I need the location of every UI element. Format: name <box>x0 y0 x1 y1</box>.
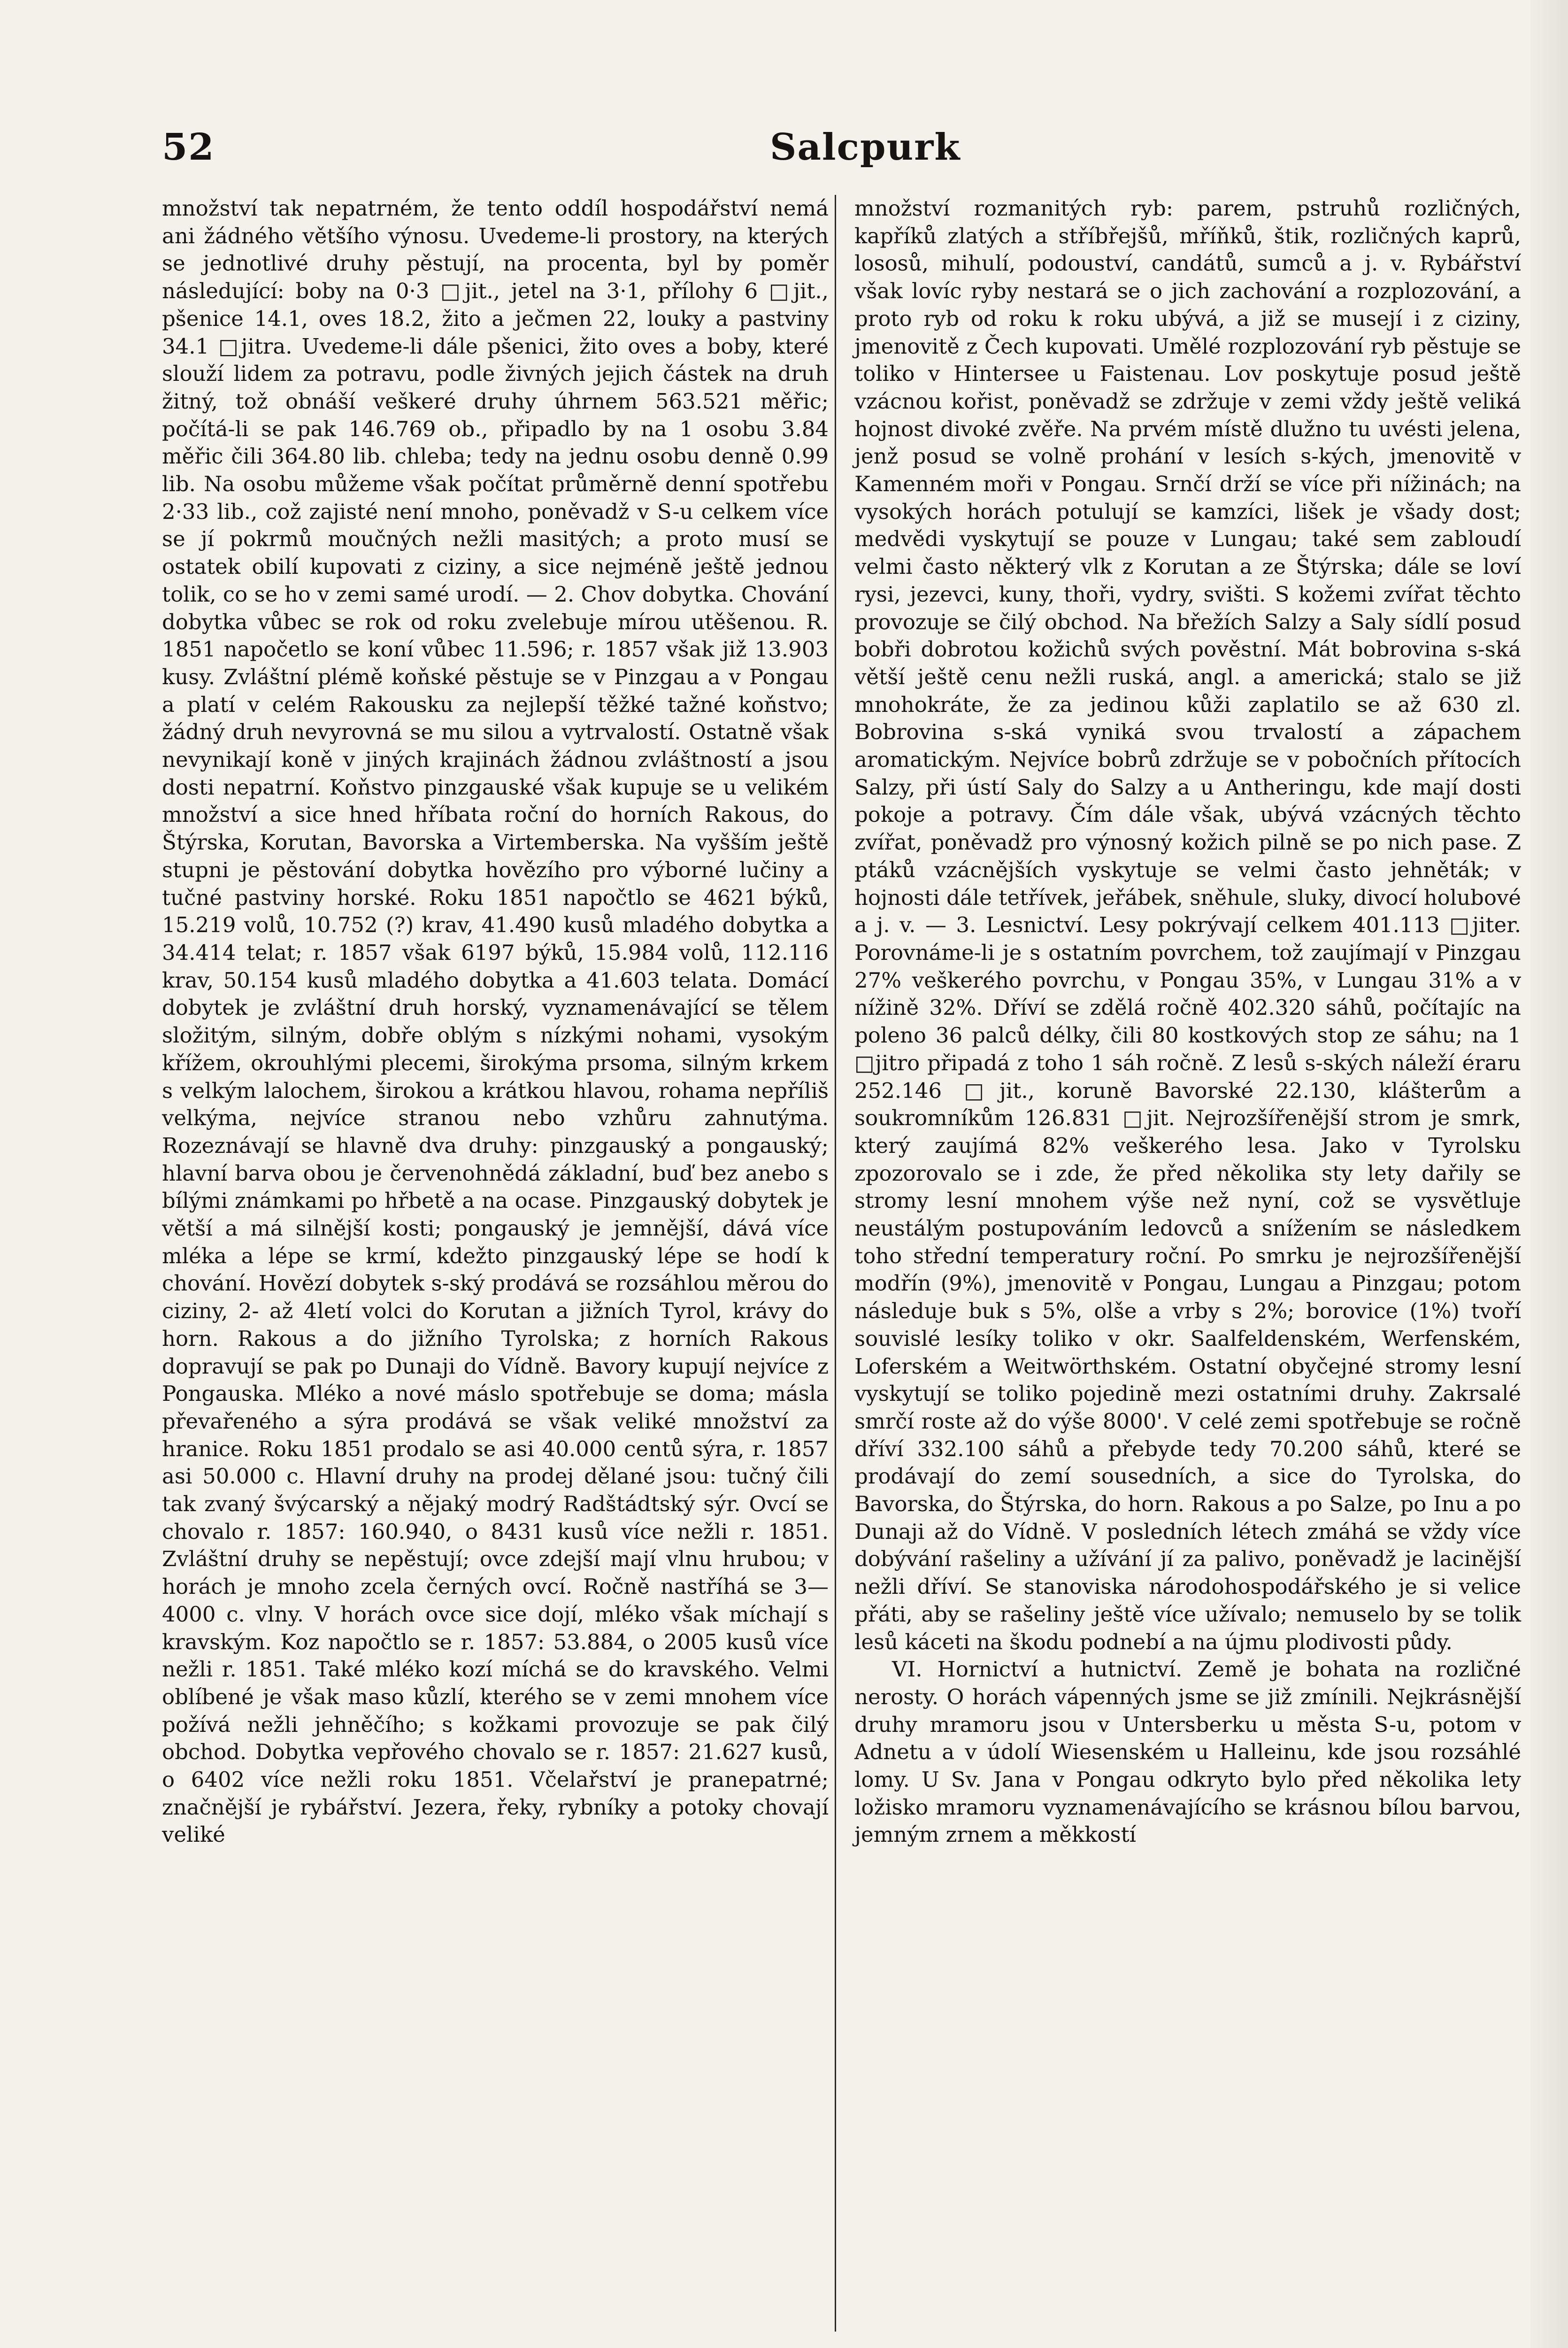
column-divider <box>835 195 836 2332</box>
paragraph: množství rozmanitých ryb: parem, pstruhů rozličných, kapříků zlatých a stříbřejšů, mříňků, štik, rozličných kaprů, lososů, mihulí, podouství, candátů, sumců a j. v. Rybářství však lovíc ryby nestará se o jich zachování a rozplozování, a proto ryb od roku k roku ubývá, a již se musejí i z ciziny, jmenovitě z Čech kupovati. Umělé rozplozování ryb pěstuje se toliko v Hintersee u Faistenau. Lov poskytuje posud ještě vzácnou kořist, poněvadž se zdržuje v zemi vždy ještě veliká hojnost divoké zvěře. Na prvém místě dlužno tu uvésti jelena, jenž posud se volně prohání v lesích s-kých, jmenovitě v Kamenném moři v Pongau. Srnčí drží se více při nížinách; na vysokých horách potulují se kamzíci, lišek je všady dost; medvědi vyskytují se pouze v Lungau; také sem zabloudí velmi často některý vlk z Korutan a ze Štýrska; dále se loví rysi, jezevci, kuny, thoři, vydry, svišti. S kožemi zvířat těchto provozuje se čilý obchod. Na břežích Salzy a Saly sídlí posud bobři dobrotou kožichů svých pověstní. Mát bobrovina s-ská větší ještě cenu nežli ruská, angl. a americká; stalo se již mnohokráte, že za jedinou kůži zaplatilo se až 630 zl. Bobrovina s-ská vyniká svou trvalostí a zápachem aromatickým. Nejvíce bobrů zdržuje se v pobočních přítocích Salzy, při ústí Saly do Salzy a u Antheringu, kde mají dosti pokoje a potravy. Čím dále však, ubývá vzácných těchto zvířat, poněvadž pro výnosný kožich pilně se po nich pase. Z ptáků vzácnějších vyskytuje se velmi často jehněták; v hojnosti dále tetřívek, jeřábek, sněhule, sluky, divocí holubové a j. v. — 3. Lesnictví. Lesy pokrývají celkem 401.113 □jiter. Porovnáme-li je s ostatním povrchem, tož zaujímají v Pinzgau 27% veškerého povrchu, v Pongau 35%, v Lungau 31% a v nížině 32%. Dříví se zdělá ročně 402.320 sáhů, počítajíc na poleno 36 palců délky, čili 80 kostkových stop ze sáhu; na 1 □jitro připadá z toho 1 sáh ročně. Z lesů s-ských náleží éraru 252.146 □jit., koruně Bavorské 22.130, klášterům a soukromníkům 126.831 □jit. Nejrozšířenější strom je smrk, který zaujímá 82% veškerého lesa. Jako v Tyrolsku zpozorovalo se i zde, že před několika sty lety dařily se stromy lesní mnohem výše než nyní, což se vysvětluje neustálým postupováním ledovců a snížením se následkem toho střední temperatury roční. Po smrku je nejrozšířenější modřín (9%), jmenovitě v Pongau, Lungau a Pinzgau; potom následuje buk s 5%, olše a vrby s 2%; borovice (1%) tvoří souvislé lesíky toliko v okr. Saalfeldenském, Werfenském, Loferském a Weitwörthském. Ostatní obyčejné stromy lesní vyskytují se toliko pojedině mezi ostatními druhy. Zakrsalé smrčí roste až do výše 8000'. V celé zemi spotřebuje se ročně dříví 332.100 sáhů a přebyde tedy 70.200 sáhů, které se prodávají do zemí sousedních, a sice do Tyrolska, do Bavorska, do Štýrska, do horn. Rakous a po Salze, po Inu a po Dunaji až do Vídně. V posledních létech zmáhá se vždy více dobývání rašeliny a užívání jí za palivo, poněvadž je lacinější nežli dříví. Se stanoviska národohospodářského je si velice přáti, aby se rašeliny ještě více užívalo; nemuselo by se tolik lesů káceti na škodu podnebí a na újmu plodivosti půdy. <box>854 196 1521 1654</box>
paragraph: VI. Hornictví a hutnictví. Země je bohata na rozličné nerosty. O horách vápenných jsme se již zmínili. Nejkrásnější druhy mramoru jsou v Untersberku u města S-u, potom v Adnetu a v údolí Wiesenském u Halleinu, kde jsou rozsáhlé lomy. U Sv. Jana v Pongau odkryto bylo před několika lety ložisko mramoru vyznamenávajícího se krásnou bílou barvou, jemným zrnem a měkkostí <box>854 1657 1521 1847</box>
running-title: Salcpurk <box>770 126 961 169</box>
column-right <box>854 195 1521 1849</box>
paragraph: množství tak nepatrném, že tento oddíl hospodářství nemá ani žádného většího výnosu. Uvedeme-li prostory, na kterých se jednotlivé druhy pěstují, na procenta, byl by poměr následující: boby na 0·3 □jit., jetel na 3·1, přílohy 6 □jit., pšenice 14.1, oves 18.2, žito a ječmen 22, louky a pastviny 34.1 □jitra. Uvedeme-li dále pšenici, žito oves a boby, které slouží lidem za potravu, podle živných jejich částek na druh žitný, tož obnáší veškeré druhy úhrnem 563.521 měřic; počítá-li se pak 146.769 ob., připadlo by na 1 osobu 3.84 měřic čili 364.80 lib. chleba; tedy na jednu osobu denně 0.99 lib. Na osobu můžeme však počítat průměrně denní spotřebu 2·33 lib., což zajisté není mnoho, poněvadž v S-u celkem více se jí pokrmů moučných nežli masitých; a proto musí se ostatek obilí kupovati z ciziny, a sice nejméně ještě jednou tolik, co se ho v zemi samé urodí. — 2. Chov dobytka. Chování dobytka vůbec se rok od roku zvelebuje mírou utěšenou. R. 1851 napočetlo se koní vůbec 11.596; r. 1857 však již 13.903 kusy. Zvláštní plémě koňské pěstuje se v Pinzgau a v Pongau a platí v celém Rakousku za nejlepší těžké tažné koňstvo; žádný druh nevyrovná se mu silou a vytrvalostí. Ostatně však nevynikají koně v jiných krajinách žádnou zvláštností a jsou dosti nepatrní. Koňstvo pinzgauské však kupuje se u velikém množství a sice hned hříbata roční do horních Rakous, do Štýrska, Korutan, Bavorska a Virtemberska. Na vyšším ještě stupni je pěstování dobytka hovězího pro výborné lučiny a tučné pastviny horské. Roku 1851 napočtlo se 4621 býků, 15.219 volů, 10.752 (?) krav, 41.490 kusů mladého dobytka a 34.414 telat; r. 1857 však 6197 býků, 15.984 volů, 112.116 krav, 50.154 kusů mladého dobytka a 41.603 telata. Domácí dobytek je zvláštní druh horský, vyznamenávající se tělem složitým, silným, dobře oblým s nízkými nohami, vysokým křížem, okrouhlými plecemi, širokýma prsoma, silným krkem s velkým lalochem, širokou a krátkou hlavou, rohama nepříliš velkýma, nejvíce stranou nebo vzhůru zahnutýma. Rozeznávají se hlavně dva druhy: pinzgauský a pongauský; hlavní barva obou je červenohnědá základní, buď bez anebo s bílými známkami po hřbetě a na ocase. Pinzgauský dobytek je větší a má silnější kosti; pongauský je jemnější, dává více mléka a lépe se krmí, kdežto pinzgauský lépe se hodí k chování. Hovězí dobytek s-ský prodává se rozsáhlou měrou do ciziny, 2- až 4letí volci do Korutan a jižních Tyrol, krávy do horn. Rakous a do jižního Tyrolska; z horních Rakous dopravují se pak po Dunaji do Vídně. Bavory kupují nejvíce z Pongauska. Mléko a nové máslo spotřebuje se doma; másla převařeného a sýra prodává se však veliké množství za hranice. Roku 1851 prodalo se asi 40.000 centů sýra, r. 1857 asi 50.000 c. Hlavní druhy na prodej dělané jsou: tučný čili tak zvaný švýcarský a nějaký modrý Radštádtský sýr. Ovcí se chovalo r. 1857: 160.940, o 8431 kusů více nežli r. 1851. Zvláštní druhy se nepěstují; ovce zdejší mají vlnu hrubou; v horách je mnoho zcela černých ovcí. Ročně nastříhá se 3—4000 c. vlny. V horách ovce sice dojí, mléko však míchají s kravským. Koz napočtlo se r. 1857: 53.884, o 2005 kusů více nežli r. 1851. Také mléko kozí míchá se do kravského. Velmi oblíbené je však maso kůzlí, kterého se v zemi mnohem více požívá nežli jehněčího; s kožkami provozuje se pak čilý obchod. Dobytka vepřového chovalo se r. 1857: 21.627 kusů, o 6402 více nežli roku 1851. Včelařství je pranepatrné; značnější je rybářství. Jezera, řeky, rybníky a potoky chovají veliké <box>162 196 829 1847</box>
page-number: 52 <box>162 126 215 169</box>
column-left <box>162 195 829 1849</box>
scan-edge <box>1530 0 1568 2348</box>
